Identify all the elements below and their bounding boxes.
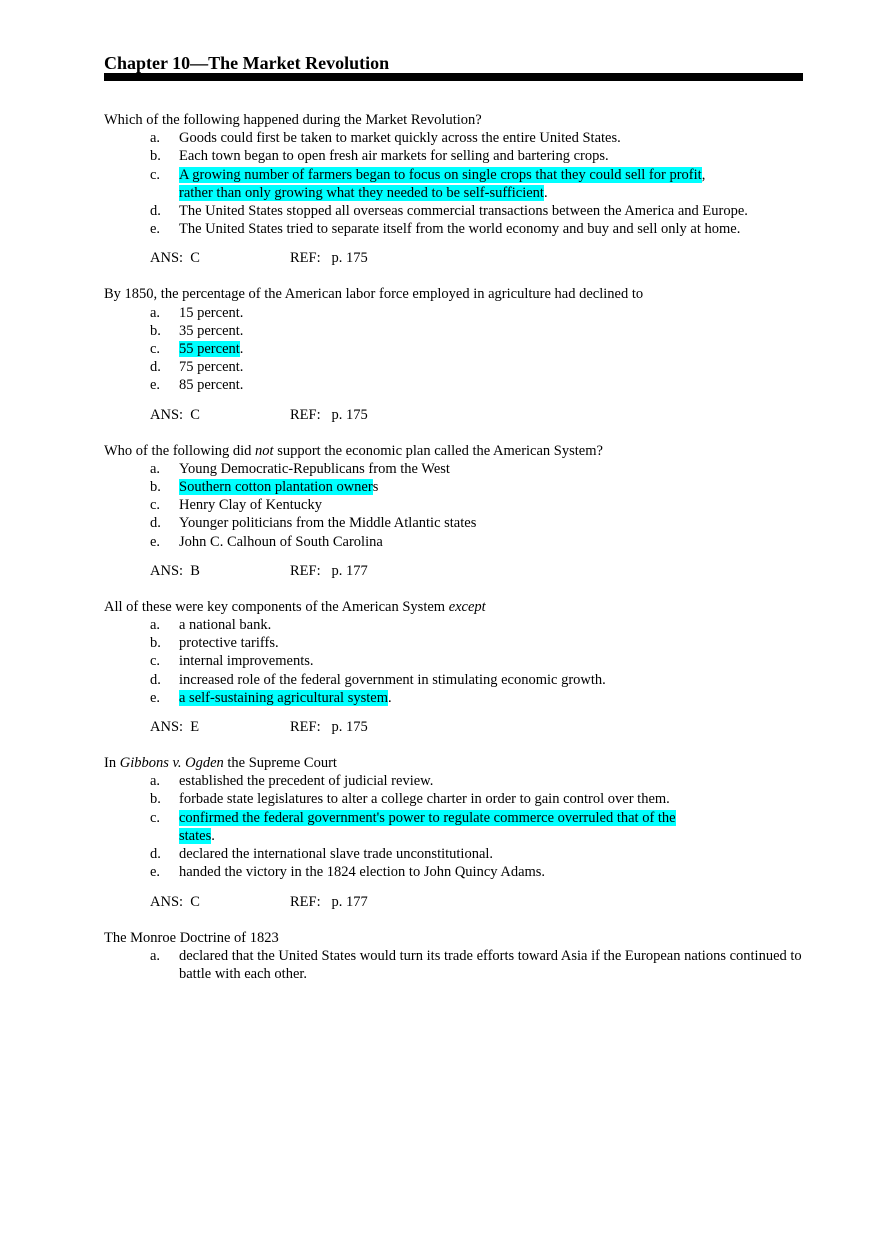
choice xyxy=(104,652,804,670)
choice-letter: d. xyxy=(150,671,161,688)
page-reference: REF: p. 175 xyxy=(290,719,368,736)
highlighted-answer: 55 percent xyxy=(179,341,240,358)
choice-list xyxy=(104,616,804,707)
choice-list xyxy=(104,129,804,238)
answer-key: ANS: C xyxy=(150,406,200,423)
highlighted-answer: rather than only growing what they needed to be self-sufficient xyxy=(179,184,544,201)
choice-letter: c. xyxy=(150,497,161,514)
choice-letter: c. xyxy=(150,166,161,183)
choice xyxy=(104,496,804,514)
choice xyxy=(104,322,804,340)
choice-letter: a. xyxy=(150,617,161,634)
choice-letter: a. xyxy=(150,947,161,964)
choice xyxy=(104,845,804,863)
choice-letter: b. xyxy=(150,479,161,496)
choice-correct xyxy=(104,478,804,496)
question xyxy=(104,598,804,736)
choice-letter: e. xyxy=(150,533,161,550)
page-reference: REF: p. 175 xyxy=(290,406,368,423)
choice-text: Goods could first be taken to market quickly across the entire United States. xyxy=(179,130,621,147)
choice-text: The United States stopped all overseas commercial transactions between the America and Europe. xyxy=(179,203,748,220)
stem-text: support the economic plan called the American System? xyxy=(273,442,603,459)
choice-letter: c. xyxy=(150,341,161,358)
choice-list xyxy=(104,460,804,551)
choice-text: handed the victory in the 1824 election to John Quincy Adams. xyxy=(179,864,546,881)
trailing-text: s xyxy=(372,479,379,496)
choice-letter: e. xyxy=(150,377,161,394)
choice-text: John C. Calhoun of South Carolina xyxy=(179,533,383,550)
question-list xyxy=(104,111,804,1001)
answer-key: ANS: E xyxy=(150,719,200,736)
choice-text: Each town began to open fresh air markets for selling and bartering crops. xyxy=(179,148,609,165)
choice xyxy=(104,671,804,689)
highlighted-answer: Southern cotton plantation owner xyxy=(179,479,373,496)
choice xyxy=(104,533,804,551)
choice xyxy=(104,304,804,322)
answer-reference xyxy=(104,249,804,267)
answer-reference xyxy=(104,893,804,911)
stem-text: the Supreme Court xyxy=(223,755,337,772)
question xyxy=(104,285,804,423)
choice xyxy=(104,790,804,808)
page-reference: REF: p. 177 xyxy=(290,893,368,910)
choice-text: a national bank. xyxy=(179,617,272,634)
choice-text: declared that the United States would turn its trade efforts toward Asia if the European nations continued to battle with each other. xyxy=(179,947,802,982)
choice-letter: b. xyxy=(150,791,161,808)
chapter-title: Chapter 10—The Market Revolution xyxy=(104,53,390,73)
choice-text: declared the international slave trade unconstitutional. xyxy=(179,846,494,863)
choice-correct xyxy=(104,689,804,707)
question xyxy=(104,754,804,910)
stem-text: All of these were key components of the American System xyxy=(104,598,449,615)
choice-letter: d. xyxy=(150,515,161,532)
highlighted-answer: a self-sustaining agricultural system xyxy=(179,689,388,706)
question-stem xyxy=(104,442,804,460)
choice-correct xyxy=(104,809,804,845)
choice-letter: e. xyxy=(150,864,161,881)
answer-key: ANS: B xyxy=(150,562,200,579)
page-reference: REF: p. 175 xyxy=(290,250,368,267)
choice-text: increased role of the federal government in stimulating economic growth. xyxy=(179,671,606,688)
choice-list xyxy=(104,772,804,881)
answer-key: ANS: C xyxy=(150,893,200,910)
choice xyxy=(104,634,804,652)
choice-text: 35 percent. xyxy=(179,322,244,339)
question-stem: By 1850, the percentage of the American labor force employed in agriculture had declined to xyxy=(104,286,644,303)
choice xyxy=(104,947,804,983)
choice-letter: d. xyxy=(150,359,161,376)
choice-text: Younger politicians from the Middle Atlantic states xyxy=(179,515,477,532)
trailing-text: . xyxy=(211,827,215,844)
choice-letter: d. xyxy=(150,203,161,220)
answer-key: ANS: C xyxy=(150,250,200,267)
answer-reference xyxy=(104,562,804,580)
choice-letter: e. xyxy=(150,221,161,238)
question xyxy=(104,111,804,267)
trailing-text: . xyxy=(388,689,392,706)
choice-text: internal improvements. xyxy=(179,653,314,670)
question xyxy=(104,929,804,984)
trailing-text: , xyxy=(701,166,706,183)
choice-text: The United States tried to separate itself from the world economy and buy and sell only at home. xyxy=(179,221,741,238)
question-stem: Which of the following happened during the Market Revolution? xyxy=(104,112,482,128)
question-stem xyxy=(104,754,804,772)
question-stem: The Monroe Doctrine of 1823 xyxy=(104,929,279,946)
choice-letter: a. xyxy=(150,460,161,477)
highlighted-answer: A growing number of farmers began to focus on single crops that they could sell for profit xyxy=(179,166,702,183)
stem-emphasis: not xyxy=(255,442,274,459)
choice-letter: a. xyxy=(150,304,161,321)
choice xyxy=(104,147,804,165)
choice-text: 85 percent. xyxy=(179,377,244,394)
choice xyxy=(104,772,804,790)
choice xyxy=(104,220,804,238)
choice xyxy=(104,460,804,478)
choice xyxy=(104,514,804,532)
choice-text: protective tariffs. xyxy=(179,635,279,652)
highlighted-answer: states xyxy=(179,827,212,844)
choice-letter: c. xyxy=(150,653,161,670)
choice xyxy=(104,358,804,376)
choice xyxy=(104,202,804,220)
choice-letter: c. xyxy=(150,809,161,826)
choice-letter: b. xyxy=(150,635,161,652)
stem-emphasis: except xyxy=(448,598,486,615)
stem-text: In xyxy=(104,755,120,772)
choice-letter: b. xyxy=(150,322,161,339)
answer-reference xyxy=(104,718,804,736)
choice xyxy=(104,616,804,634)
choice-letter: b. xyxy=(150,148,161,165)
answer-reference xyxy=(104,406,804,424)
choice-letter: d. xyxy=(150,846,161,863)
choice-list xyxy=(104,947,804,983)
page-reference: REF: p. 177 xyxy=(290,562,368,579)
choice-text: 15 percent. xyxy=(179,304,244,321)
title-rule xyxy=(104,73,803,81)
choice-letter: e. xyxy=(150,689,161,706)
choice xyxy=(104,863,804,881)
choice-correct xyxy=(104,166,804,202)
trailing-text: . xyxy=(543,184,548,201)
highlighted-answer: confirmed the federal government's power to regulate commerce overruled that of the xyxy=(179,809,676,826)
choice-text: 75 percent. xyxy=(179,359,244,376)
choice xyxy=(104,129,804,147)
choice-text: Young Democratic-Republicans from the West xyxy=(179,460,450,477)
choice-letter: a. xyxy=(150,130,161,147)
question-stem xyxy=(104,598,804,616)
choice-text: forbade state legislatures to alter a college charter in order to gain control over them. xyxy=(179,791,670,808)
choice-list xyxy=(104,304,804,395)
choice-correct xyxy=(104,340,804,358)
stem-text: Who of the following did xyxy=(104,442,256,459)
choice-text: established the precedent of judicial review. xyxy=(179,773,434,790)
choice-text: Henry Clay of Kentucky xyxy=(179,497,322,514)
choice xyxy=(104,376,804,394)
stem-emphasis: Gibbons v. Ogden xyxy=(119,755,224,772)
trailing-text: . xyxy=(239,341,244,358)
question xyxy=(104,442,804,580)
choice-letter: a. xyxy=(150,773,161,790)
